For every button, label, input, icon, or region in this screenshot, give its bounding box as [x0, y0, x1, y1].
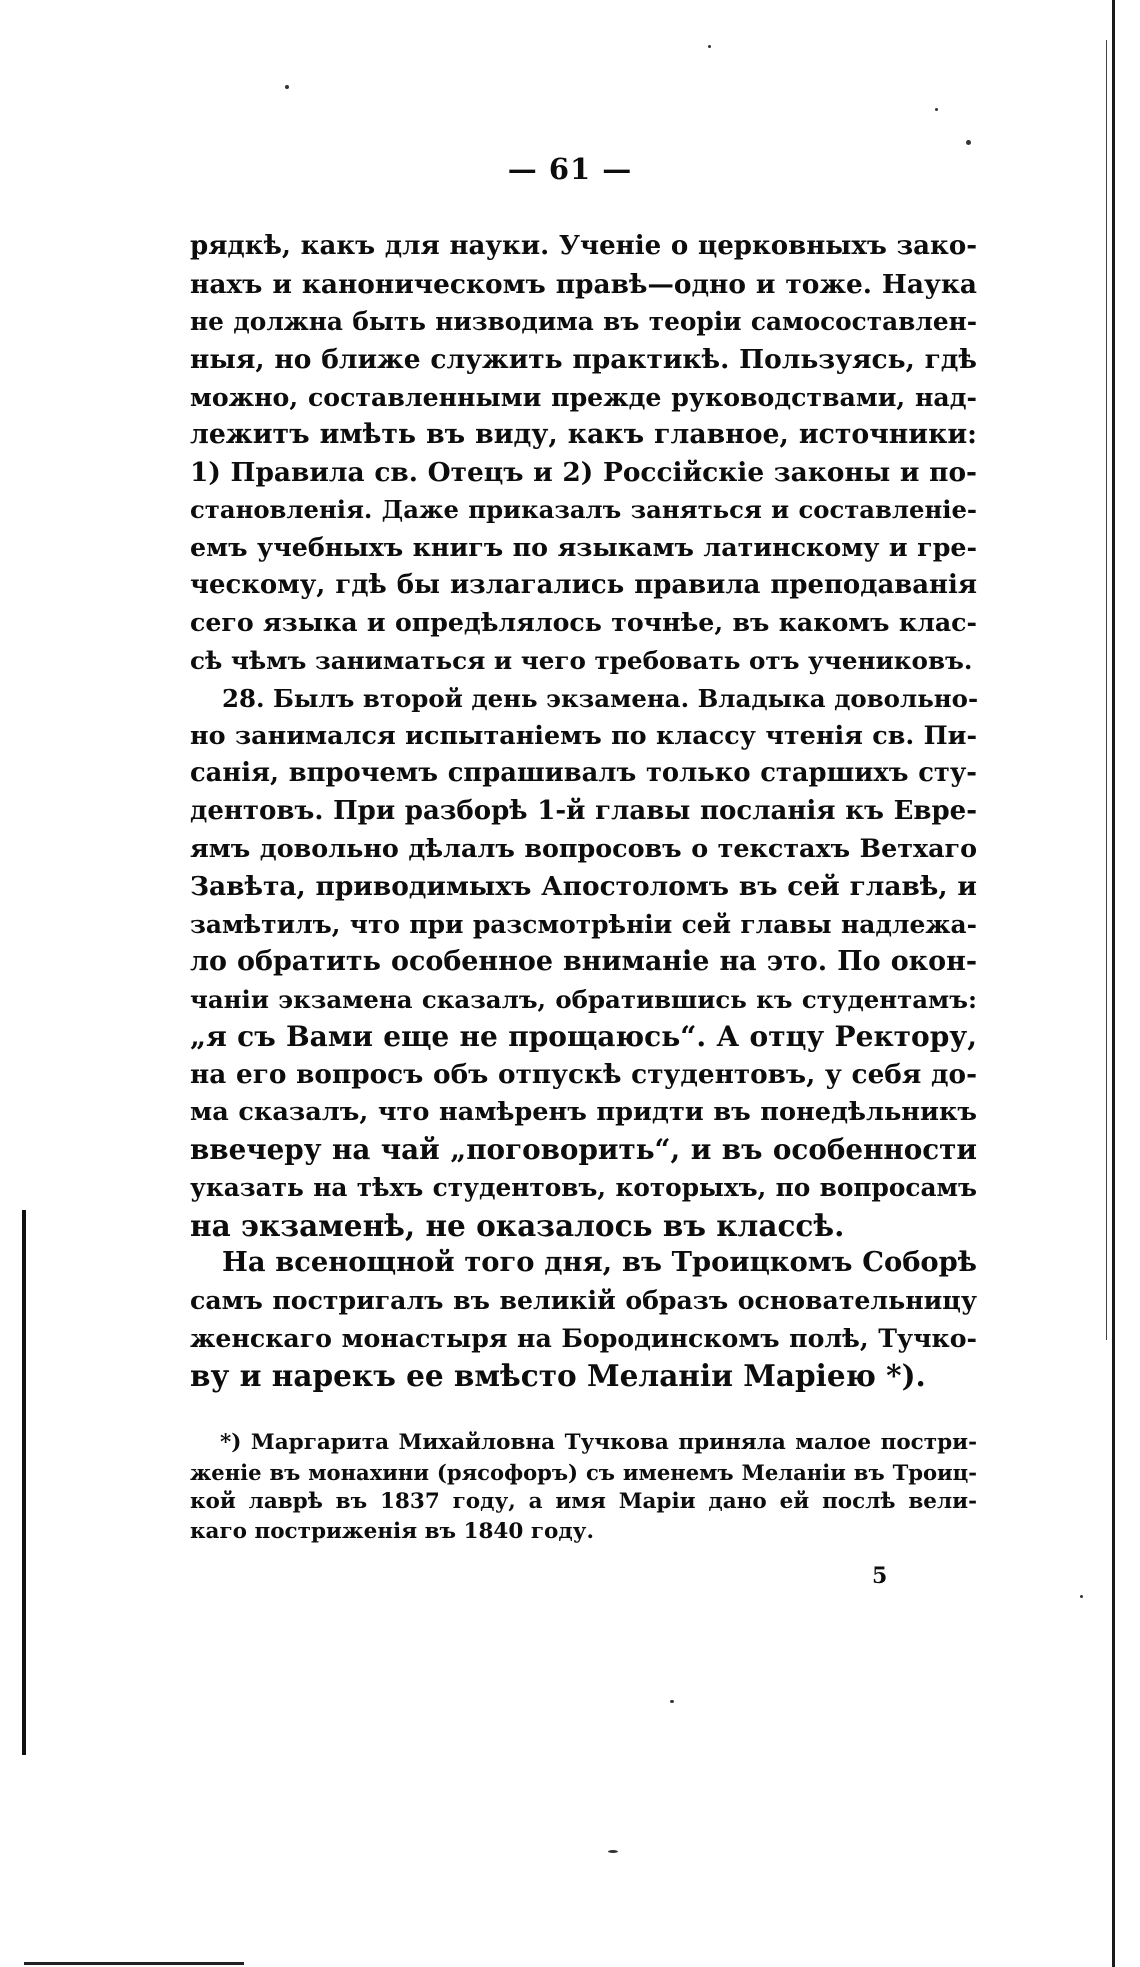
text-line: На всенощной того дня, въ Троицкомъ Соборѣ: [222, 1246, 977, 1279]
scan-edge-right: [1112, 0, 1115, 1967]
text-line: но занимался испытаніемъ по классу чтенія св. Пи-: [190, 720, 977, 751]
scan-speck: [1080, 1595, 1083, 1598]
footnote-line: женіе въ монахини (рясофоръ) съ именемъ Меланіи въ Троиц-: [190, 1459, 977, 1485]
text-line: „я съ Вами еще не прощаюсь“. А отцу Ректору,: [190, 1020, 977, 1054]
text-line: 28. Былъ второй день экзамена. Владыка довольно-: [222, 683, 979, 713]
text-line: дентовъ. При разборѣ 1-й главы посланія къ Евре-: [190, 795, 977, 826]
scan-speck: [670, 1700, 674, 1703]
text-line: на его вопросъ объ отпускѣ студентовъ, у себя до-: [190, 1059, 977, 1091]
scan-speck: [966, 140, 971, 145]
text-line: не должна быть низводима въ теоріи самосоставлен-: [190, 307, 977, 337]
text-line: 1) Правила св. Отецъ и 2) Россійскіе законы и по-: [190, 456, 977, 488]
text-line: ввечеру на чай „поговорить“, и въ особенности: [190, 1133, 977, 1167]
text-line: санія, впрочемъ спрашивалъ только старшихъ сту-: [190, 757, 977, 788]
text-line: рядкѣ, какъ для науки. Ученіе о церковныхъ зако-: [190, 231, 977, 261]
scan-edge-right-inner: [1106, 40, 1107, 1340]
text-line: ямъ довольно дѣлалъ вопросовъ о текстахъ Ветхаго: [190, 833, 977, 864]
text-line: сего языка и опредѣлялось точнѣе, въ какомъ клас-: [190, 607, 977, 638]
scan-edge-bottom: [24, 1962, 244, 1965]
footnote: [190, 1428, 977, 1546]
text-line: женскаго монастыря на Бородинскомъ полѣ, Тучко-: [190, 1322, 977, 1353]
text-line: ныя, но ближе служить практикѣ. Пользуясь, гдѣ: [190, 343, 977, 375]
text-line: емъ учебныхъ книгъ по языкамъ латинскому и гре-: [190, 532, 977, 563]
text-line: нахъ и каноническомъ правѣ—одно и тоже. Наука: [190, 268, 977, 300]
footnote-line: *) Маргарита Михайловна Тучкова приняла малое постри-: [220, 1430, 977, 1455]
scan-edge-left: [22, 1210, 26, 1755]
body-text: [190, 228, 977, 1395]
text-line: лежитъ имѣть въ виду, какъ главное, источники:: [190, 419, 977, 451]
page-number: — 61 —: [507, 152, 633, 186]
text-line: сѣ чѣмъ заниматься и чего требовать отъ учениковъ.: [190, 646, 973, 676]
signature-mark: 5: [872, 1563, 888, 1589]
text-line: замѣтилъ, что при разсмотрѣніи сей главы надлежа-: [190, 909, 977, 939]
scan-speck: [708, 45, 711, 48]
text-line: можно, составленными прежде руководствами, над-: [190, 381, 977, 412]
text-line: становленія. Даже приказалъ заняться и составленіе-: [190, 495, 977, 525]
text-line: самъ постригалъ въ великій образъ основательницу: [190, 1284, 977, 1315]
scan-speck: [935, 108, 938, 111]
text-line: ло обратить особенное вниманіе на это. По окон-: [190, 946, 977, 978]
text-line: ческому, гдѣ бы излагались правила преподаванія: [190, 569, 977, 600]
text-line: чаніи экзамена сказалъ, обратившись къ студентамъ:: [190, 984, 977, 1014]
text-line: ву и нарекъ ее вмѣсто Меланіи Маріею *).: [190, 1358, 926, 1394]
text-line: ма сказалъ, что намѣренъ придти въ понедѣльникъ: [190, 1096, 977, 1127]
scan-speck: [608, 1850, 618, 1853]
scan-speck: [285, 85, 289, 89]
text-line: указать на тѣхъ студентовъ, которыхъ, по вопросамъ: [190, 1173, 977, 1203]
text-line: на экзаменѣ, не оказалось въ классѣ.: [190, 1207, 845, 1243]
text-line: Завѣта, приводимыхъ Апостоломъ въ сей главѣ, и: [190, 870, 977, 902]
footnote-line: каго постриженія въ 1840 году.: [190, 1518, 594, 1544]
footnote-line: кой лаврѣ въ 1837 году, а имя Маріи дано ей послѣ вели-: [190, 1489, 977, 1514]
